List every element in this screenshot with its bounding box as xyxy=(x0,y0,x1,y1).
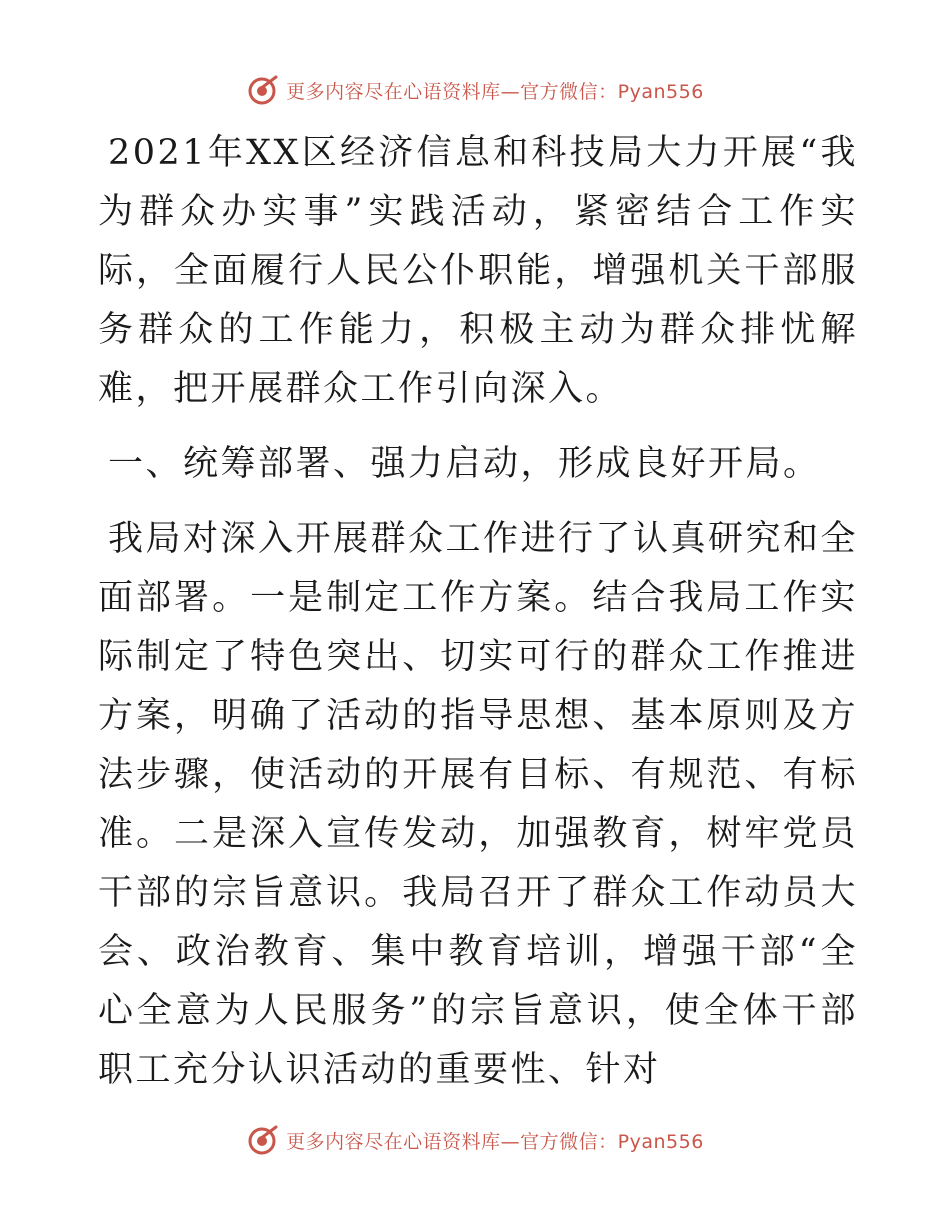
logo-icon xyxy=(246,1123,280,1157)
paragraph-intro: 2021年XX区经济信息和科技局大力开展“我为群众办实事”实践活动，紧密结合工作实际，全面履行人民公仆职能，增强机关干部服务群众的工作能力，积极主动为群众排忧解难，把开展群众工作引向深入。 xyxy=(98,133,858,409)
document-body xyxy=(98,124,858,1100)
paragraph-section-1: 我局对深入开展群众工作进行了认真研究和全面部署。一是制定工作方案。结合我局工作实际制定了特色突出、切实可行的群众工作推进方案，明确了活动的指导思想、基本原则及方法步骤，使活动的开展有目标、有规范、有标准。二是深入宣传发动，加强教育，树牢党员干部的宗旨意识。我局召开了群众工作动员大会、政治教育、集中教育培训，增强干部“全心全意为人民服务”的宗旨意识，使全体干部职工充分认识活动的重要性、针对 xyxy=(98,519,859,1090)
footer-watermark xyxy=(0,1120,950,1160)
header-watermark xyxy=(0,70,950,110)
section-heading-1: 一、统筹部署、强力启动，形成良好开局。 xyxy=(108,444,821,484)
watermark-text: 更多内容尽在心语资料库—官方微信：Pyan556 xyxy=(286,80,704,103)
logo-icon xyxy=(246,73,280,107)
watermark-text: 更多内容尽在心语资料库—官方微信：Pyan556 xyxy=(286,1130,704,1153)
